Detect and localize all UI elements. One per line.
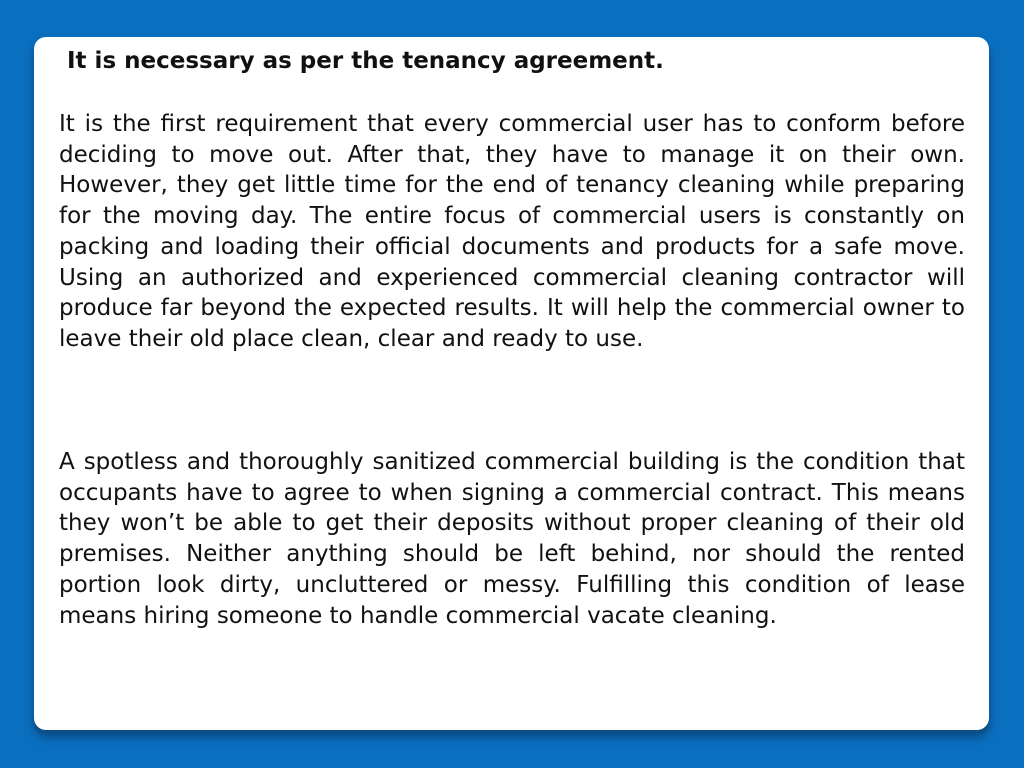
paragraph-1: It is the first requirement that every commercial user has to conform before deciding to move out. After that, they have to manage it on their own. However, they get little time for the end of tenancy cleaning while preparing for the moving day. The entire focus of commercial users is constantly on packing and loading their official documents and products for a safe move. Using an authorized and experienced commercial cleaning contractor will produce far beyond the expected results. It will help the commercial owner to leave their old place clean, clear and ready to use. [59,111,965,352]
paragraph-2: A spotless and thoroughly sanitized commercial building is the condition that occupants have to agree to when signing a commercial contract. This means they won’t be able to get their deposits without proper cleaning of their old premises. Neither anything should be left behind, nor should the rented portion look dirty, uncluttered or messy. Fulfilling this condition of lease means hiring someone to handle commercial vacate cleaning. [59,449,965,629]
slide-heading: It is necessary as per the tenancy agreement. [67,48,664,74]
content-card [34,37,989,730]
